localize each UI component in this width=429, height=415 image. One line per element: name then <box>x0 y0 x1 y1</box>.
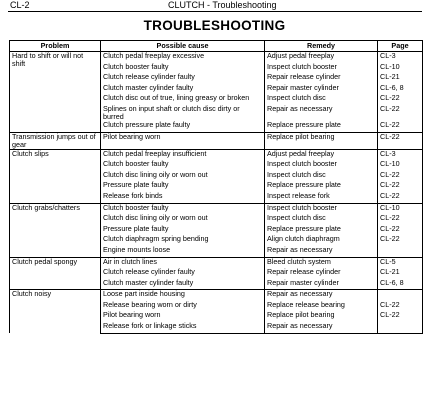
page-cell: CL-5 <box>378 257 423 268</box>
page-cell: CL-22 <box>378 105 423 121</box>
table-row <box>10 290 423 301</box>
table-body <box>10 52 423 334</box>
page-cell: CL-10 <box>378 160 423 171</box>
page-cell: CL-22 <box>378 235 423 246</box>
cause-cell: Clutch booster faulty <box>101 203 265 214</box>
page-cell: CL-22 <box>378 192 423 203</box>
page-cell: CL-3 <box>378 52 423 63</box>
remedy-cell: Adjust pedal freeplay <box>265 52 378 63</box>
remedy-cell: Replace pilot bearing <box>265 132 378 149</box>
remedy-cell: Repair as necessary <box>265 290 378 301</box>
table-row <box>10 149 423 160</box>
problem-cell: Clutch grabs/chatters <box>10 203 101 257</box>
problem-cell: Clutch noisy <box>10 290 101 333</box>
remedy-cell: Inspect clutch disc <box>265 214 378 225</box>
remedy-cell: Replace release bearing <box>265 301 378 312</box>
page-title: TROUBLESHOOTING <box>143 18 286 33</box>
page-cell: CL-21 <box>378 73 423 84</box>
remedy-cell: Replace pressure plate <box>265 121 378 132</box>
table-row <box>10 257 423 268</box>
troubleshooting-table <box>9 40 423 334</box>
table-row <box>10 52 423 63</box>
page-cell: CL-10 <box>378 203 423 214</box>
remedy-cell: Inspect clutch booster <box>265 63 378 74</box>
page-cell: CL-22 <box>378 132 423 149</box>
cause-cell: Pilot bearing worn <box>101 132 265 149</box>
remedy-cell: Inspect clutch disc <box>265 94 378 105</box>
problem-cell: Clutch slips <box>10 149 101 203</box>
problem-cell: Transmission jumps out of gear <box>10 132 101 149</box>
cause-cell: Clutch booster faulty <box>101 160 265 171</box>
remedy-cell: Replace pressure plate <box>265 181 378 192</box>
cause-cell: Pressure plate faulty <box>101 181 265 192</box>
page-cell: CL-22 <box>378 225 423 236</box>
cause-cell: Clutch disc lining oily or worn out <box>101 214 265 225</box>
cause-cell: Loose part inside housing <box>101 290 265 301</box>
page-cell: CL-6, 8 <box>378 279 423 290</box>
table-row <box>10 132 423 149</box>
page-cell: CL-22 <box>378 301 423 312</box>
page-cell: CL-22 <box>378 181 423 192</box>
header-rule <box>8 11 422 12</box>
remedy-cell: Repair master cylinder <box>265 279 378 290</box>
table-header-row <box>10 41 423 52</box>
page-cell: CL-22 <box>378 121 423 132</box>
cause-cell: Release bearing worn or dirty <box>101 301 265 312</box>
section-title: CLUTCH - Troubleshooting <box>168 0 277 10</box>
remedy-cell: Repair master cylinder <box>265 84 378 95</box>
remedy-cell: Adjust pedal freeplay <box>265 149 378 160</box>
remedy-cell: Align clutch diaphragm <box>265 235 378 246</box>
column-header-problem: Problem <box>10 41 101 52</box>
cause-cell: Clutch master cylinder faulty <box>101 84 265 95</box>
cause-cell: Clutch pressure plate faulty <box>101 121 265 132</box>
page-cell: CL-22 <box>378 171 423 182</box>
problem-cell: Hard to shift or will not shift <box>10 52 101 133</box>
cause-cell: Clutch pedal freeplay excessive <box>101 52 265 63</box>
cause-cell: Clutch disc lining oily or worn out <box>101 171 265 182</box>
cause-cell: Engine mounts loose <box>101 246 265 257</box>
remedy-cell: Repair as necessary <box>265 322 378 333</box>
cause-cell: Release fork or linkage sticks <box>101 322 265 333</box>
remedy-cell: Replace pressure plate <box>265 225 378 236</box>
remedy-cell: Repair as necessary <box>265 105 378 121</box>
problem-cell: Clutch pedal spongy <box>10 257 101 290</box>
remedy-cell: Inspect release fork <box>265 192 378 203</box>
cause-cell: Air in clutch lines <box>101 257 265 268</box>
page-cell: CL-21 <box>378 268 423 279</box>
page-cell: CL-22 <box>378 94 423 105</box>
cause-cell: Clutch release cylinder faulty <box>101 268 265 279</box>
column-header-page: Page <box>378 41 423 52</box>
remedy-cell: Inspect clutch disc <box>265 171 378 182</box>
cause-cell: Clutch diaphragm spring bending <box>101 235 265 246</box>
page-header <box>8 0 422 11</box>
remedy-cell: Repair release cylinder <box>265 268 378 279</box>
page-cell: CL-10 <box>378 63 423 74</box>
remedy-cell: Bleed clutch system <box>265 257 378 268</box>
cause-cell: Release fork binds <box>101 192 265 203</box>
remedy-cell: Inspect clutch booster <box>265 203 378 214</box>
cause-cell: Clutch pedal freeplay insufficient <box>101 149 265 160</box>
page-cell: CL-22 <box>378 214 423 225</box>
cause-cell: Splines on input shaft or clutch disc dirty or burred <box>101 105 265 121</box>
remedy-cell: Replace pilot bearing <box>265 311 378 322</box>
cause-cell: Clutch master cylinder faulty <box>101 279 265 290</box>
cause-cell: Clutch booster faulty <box>101 63 265 74</box>
cause-cell: Clutch disc out of true, lining greasy or broken <box>101 94 265 105</box>
page-code: CL-2 <box>10 0 30 10</box>
cause-cell: Pressure plate faulty <box>101 225 265 236</box>
page-cell: CL-6, 8 <box>378 84 423 95</box>
page-cell <box>378 322 423 333</box>
page-cell: CL-22 <box>378 311 423 322</box>
page-cell <box>378 246 423 257</box>
page-cell: CL-3 <box>378 149 423 160</box>
remedy-cell: Repair release cylinder <box>265 73 378 84</box>
table-row <box>10 203 423 214</box>
remedy-cell: Repair as necessary <box>265 246 378 257</box>
cause-cell: Pilot bearing worn <box>101 311 265 322</box>
cause-cell: Clutch release cylinder faulty <box>101 73 265 84</box>
remedy-cell: Inspect clutch booster <box>265 160 378 171</box>
column-header-remedy: Remedy <box>265 41 378 52</box>
column-header-cause: Possible cause <box>101 41 265 52</box>
